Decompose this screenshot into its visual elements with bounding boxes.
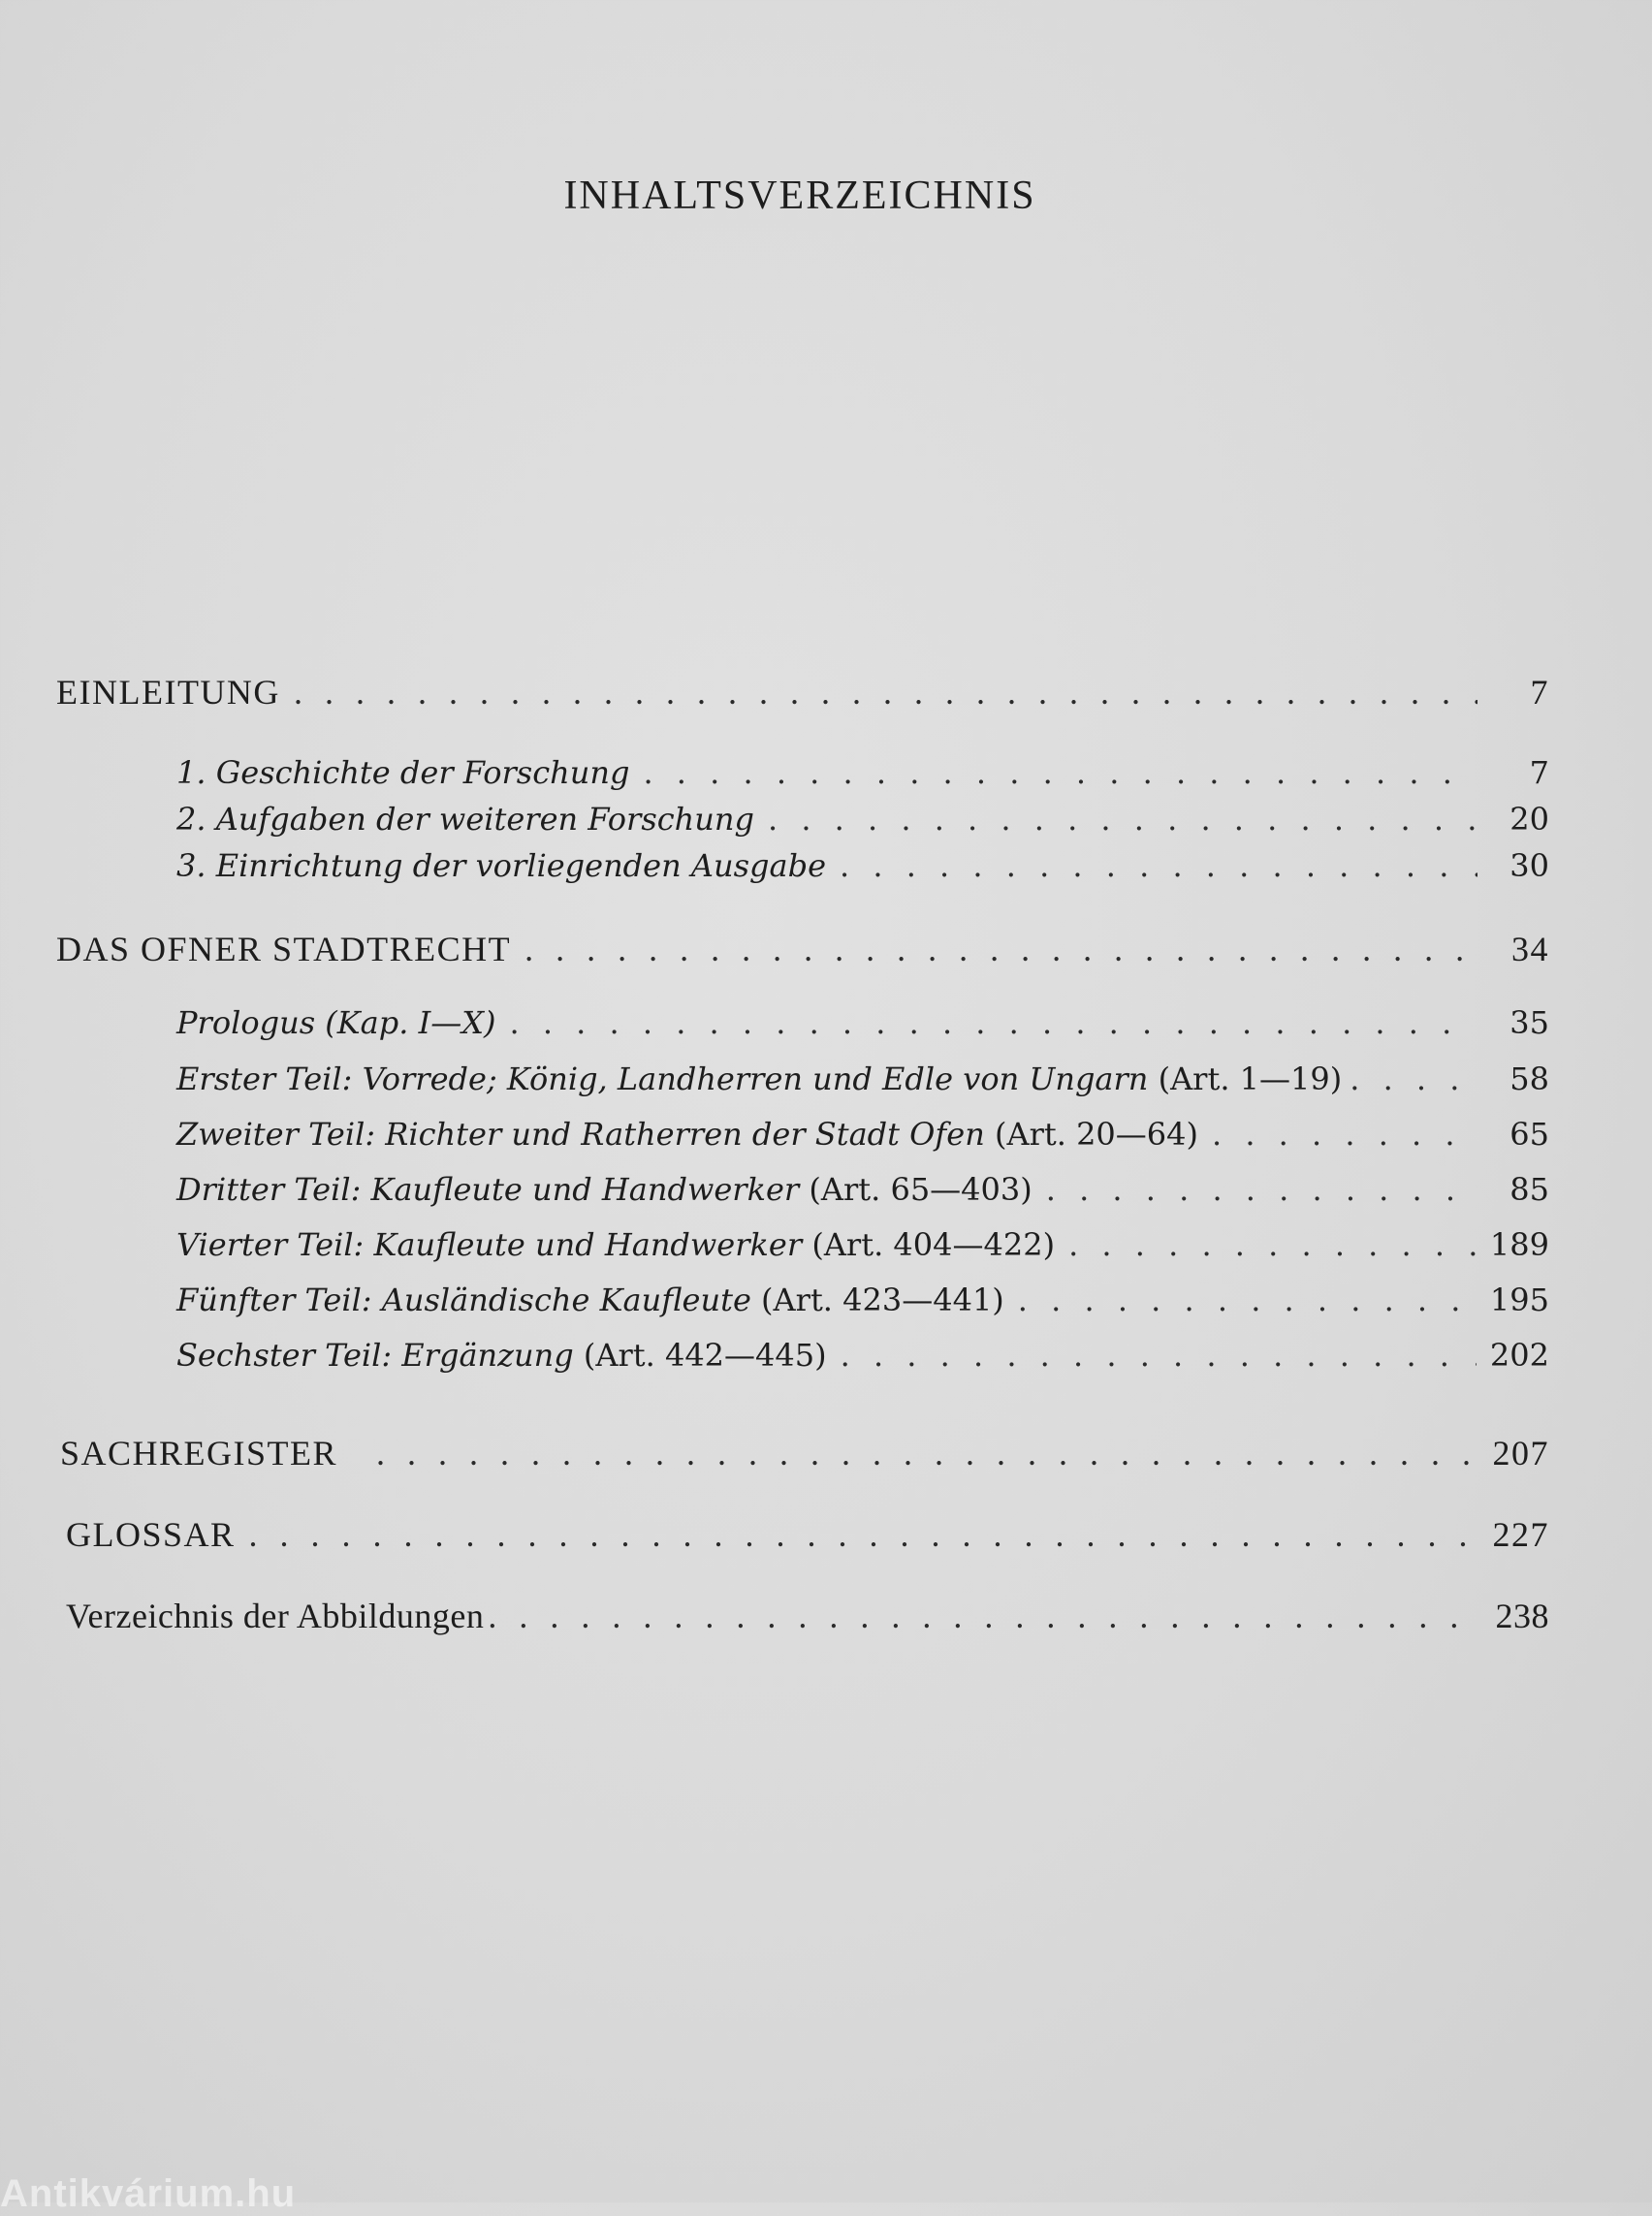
toc-entry-title: Fünfter Teil: Ausländische Kaufleute bbox=[176, 1282, 751, 1318]
leader-dots bbox=[488, 1596, 1477, 1636]
page-title: INHALTSVERZEICHNIS bbox=[563, 174, 1036, 218]
toc-entry-page: 202 bbox=[1489, 1337, 1549, 1374]
toc-entry-prologus bbox=[176, 1004, 1549, 1041]
toc-entry-articles: (Art. 65—403) bbox=[809, 1171, 1032, 1208]
leader-dots bbox=[509, 1004, 1477, 1041]
leader-dots bbox=[294, 672, 1477, 712]
toc-entry-label: 2. Aufgaben der weiteren Forschung bbox=[176, 801, 754, 838]
toc-entry-label: Verzeichnis der Abbildungen bbox=[66, 1597, 485, 1635]
toc-entry-page: 207 bbox=[1492, 1434, 1549, 1472]
toc-entry-page: 30 bbox=[1509, 847, 1549, 884]
toc-entry-einleitung bbox=[56, 672, 1549, 712]
toc-entry-dritter-teil bbox=[176, 1171, 1549, 1208]
toc-entry-articles: (Art. 20—64) bbox=[994, 1116, 1198, 1153]
toc-entry-page: 227 bbox=[1492, 1515, 1549, 1554]
leader-dots bbox=[1018, 1282, 1477, 1318]
toc-entry-page: 34 bbox=[1511, 930, 1549, 968]
leader-dots bbox=[840, 847, 1477, 884]
leader-dots bbox=[1068, 1226, 1477, 1263]
toc-entry-page: 35 bbox=[1509, 1004, 1549, 1041]
toc-entry-title: Dritter Teil: Kaufleute und Handwerker bbox=[176, 1171, 800, 1208]
toc-entry-label bbox=[176, 1171, 1032, 1208]
toc-entry-vierter-teil bbox=[176, 1226, 1549, 1263]
leader-dots bbox=[643, 754, 1477, 791]
toc-entry-page: 7 bbox=[1530, 673, 1549, 712]
toc-entry-zweiter-teil bbox=[176, 1116, 1549, 1153]
toc-entry-glossar bbox=[66, 1514, 1549, 1555]
toc-entry-articles: (Art. 404—422) bbox=[811, 1226, 1056, 1263]
leader-dots bbox=[376, 1433, 1477, 1473]
toc-entry-label bbox=[176, 1061, 1342, 1097]
toc-entry-page: 20 bbox=[1509, 801, 1549, 838]
toc-entry-page: 195 bbox=[1489, 1282, 1549, 1318]
toc-entry-title: Sechster Teil: Ergänzung bbox=[176, 1337, 574, 1374]
toc-entry-page: 85 bbox=[1509, 1171, 1549, 1208]
toc-entry-title: Erster Teil: Vorrede; König, Landherren und Edle von Ungarn bbox=[176, 1061, 1149, 1097]
toc-entry-sachregister bbox=[60, 1433, 1549, 1473]
toc-entry-aufgaben bbox=[176, 801, 1549, 838]
toc-entry-fuenfter-teil bbox=[176, 1282, 1549, 1318]
toc-entry-sechster-teil bbox=[176, 1337, 1549, 1374]
toc-entry-page: 7 bbox=[1529, 754, 1549, 791]
toc-entry-label: EINLEITUNG bbox=[56, 673, 280, 712]
toc-entry-title: Zweiter Teil: Richter und Ratherren der Stadt Ofen bbox=[176, 1116, 985, 1153]
leader-dots bbox=[1212, 1116, 1477, 1153]
leader-dots bbox=[249, 1514, 1477, 1555]
toc-entry-erster-teil bbox=[176, 1061, 1549, 1097]
toc-entry-articles: (Art. 1—19) bbox=[1158, 1061, 1343, 1097]
toc-entry-einrichtung bbox=[176, 847, 1549, 884]
leader-dots bbox=[524, 929, 1477, 969]
toc-entry-title: Vierter Teil: Kaufleute und Handwerker bbox=[176, 1226, 803, 1263]
toc-entry-page: 189 bbox=[1489, 1226, 1549, 1263]
toc-entry-label: GLOSSAR bbox=[66, 1515, 236, 1554]
leader-dots bbox=[1350, 1061, 1483, 1097]
leader-dots bbox=[1046, 1171, 1477, 1208]
toc-entry-label: DAS OFNER STADTRECHT bbox=[56, 930, 512, 968]
leader-dots bbox=[841, 1337, 1477, 1374]
toc-entry-articles: (Art. 442—445) bbox=[583, 1337, 827, 1374]
toc-entry-abbildungen bbox=[66, 1596, 1549, 1636]
toc-entry-label bbox=[176, 1337, 827, 1374]
leader-dots bbox=[768, 801, 1477, 838]
toc-entry-articles: (Art. 423—441) bbox=[761, 1282, 1004, 1318]
watermark: Antikvárium.hu bbox=[0, 2172, 297, 2215]
toc-entry-label: 3. Einrichtung der vorliegenden Ausgabe bbox=[176, 847, 826, 884]
toc-entry-label bbox=[176, 1282, 1004, 1318]
toc-entry-label: SACHREGISTER bbox=[60, 1434, 338, 1472]
toc-entry-label bbox=[176, 1116, 1198, 1153]
toc-entry-geschichte bbox=[176, 754, 1549, 791]
toc-entry-page: 65 bbox=[1509, 1116, 1549, 1153]
toc-entry-page: 238 bbox=[1495, 1597, 1549, 1635]
toc-entry-ofner-stadtrecht bbox=[56, 929, 1549, 969]
toc-entry-page: 58 bbox=[1509, 1061, 1549, 1097]
toc-entry-label: 1. Geschichte der Forschung bbox=[176, 754, 630, 791]
toc-entry-label: Prologus (Kap. I—X) bbox=[176, 1004, 496, 1041]
toc-entry-label bbox=[176, 1226, 1055, 1263]
